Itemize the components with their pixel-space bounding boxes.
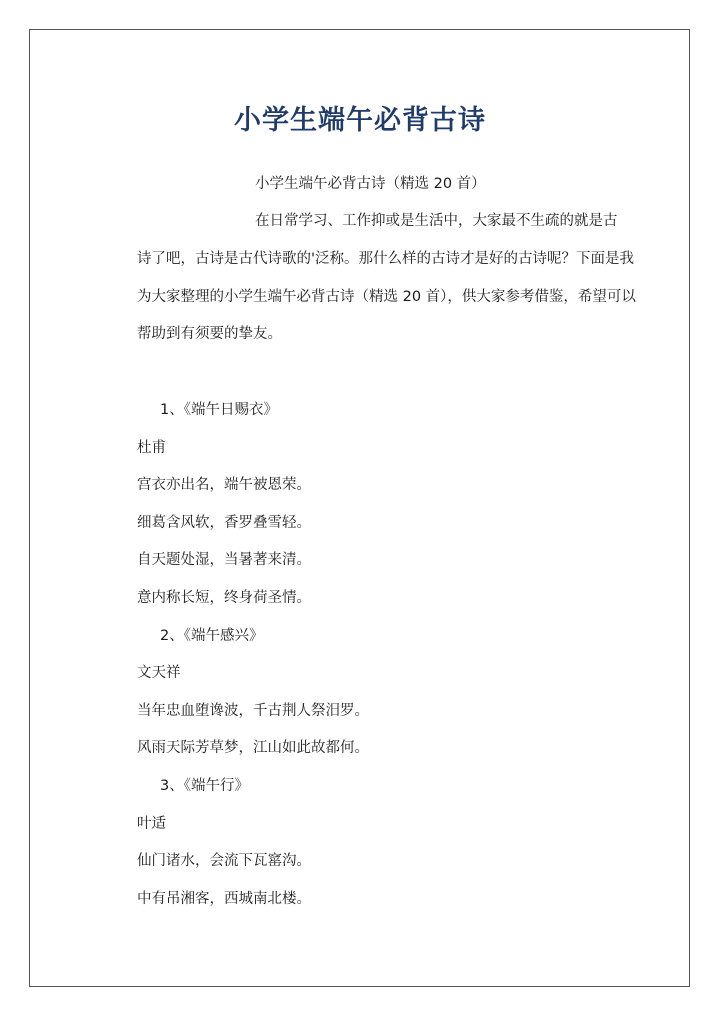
poem-line: 风雨天际芳草梦，江山如此故都何。	[137, 740, 369, 756]
poem-line: 意内称长短，终身荷圣情。	[137, 590, 311, 606]
poem-author: 文天祥	[137, 665, 181, 681]
document-subtitle: 小学生端午必背古诗（精选 20 首）	[255, 176, 486, 192]
poem-line: 自天题处湿，当暑著来清。	[137, 552, 311, 568]
poem-heading: 3、《端午行》	[160, 778, 249, 794]
poem-heading: 1、《端午日赐衣》	[160, 402, 278, 418]
poem-line: 细葛含风软，香罗叠雪轻。	[137, 515, 311, 531]
poem-author: 杜甫	[137, 440, 166, 456]
poem-line: 当年忠血堕谗波，千古荆人祭汨罗。	[137, 703, 369, 719]
poem-line: 中有吊湘客，西城南北楼。	[137, 891, 311, 907]
intro-line: 帮助到有须要的挚友。	[137, 326, 282, 342]
intro-line: 为大家整理的小学生端午必背古诗（精选 20 首），供大家参考借鉴，希望可以	[137, 289, 636, 305]
intro-line: 在日常学习、工作抑或是生活中，大家最不生疏的就是古	[255, 213, 618, 229]
page-border	[29, 29, 690, 987]
poem-heading: 2、《端午感兴》	[160, 628, 264, 644]
document-title: 小学生端午必背古诗	[234, 105, 486, 136]
poem-author: 叶适	[137, 816, 166, 832]
intro-line: 诗了吧，古诗是古代诗歌的'泛称。那什么样的古诗才是好的古诗呢？下面是我	[137, 251, 634, 267]
poem-line: 宫衣亦出名，端午被恩荣。	[137, 477, 311, 493]
poem-line: 仙门诸水，会流下瓦窰沟。	[137, 853, 311, 869]
